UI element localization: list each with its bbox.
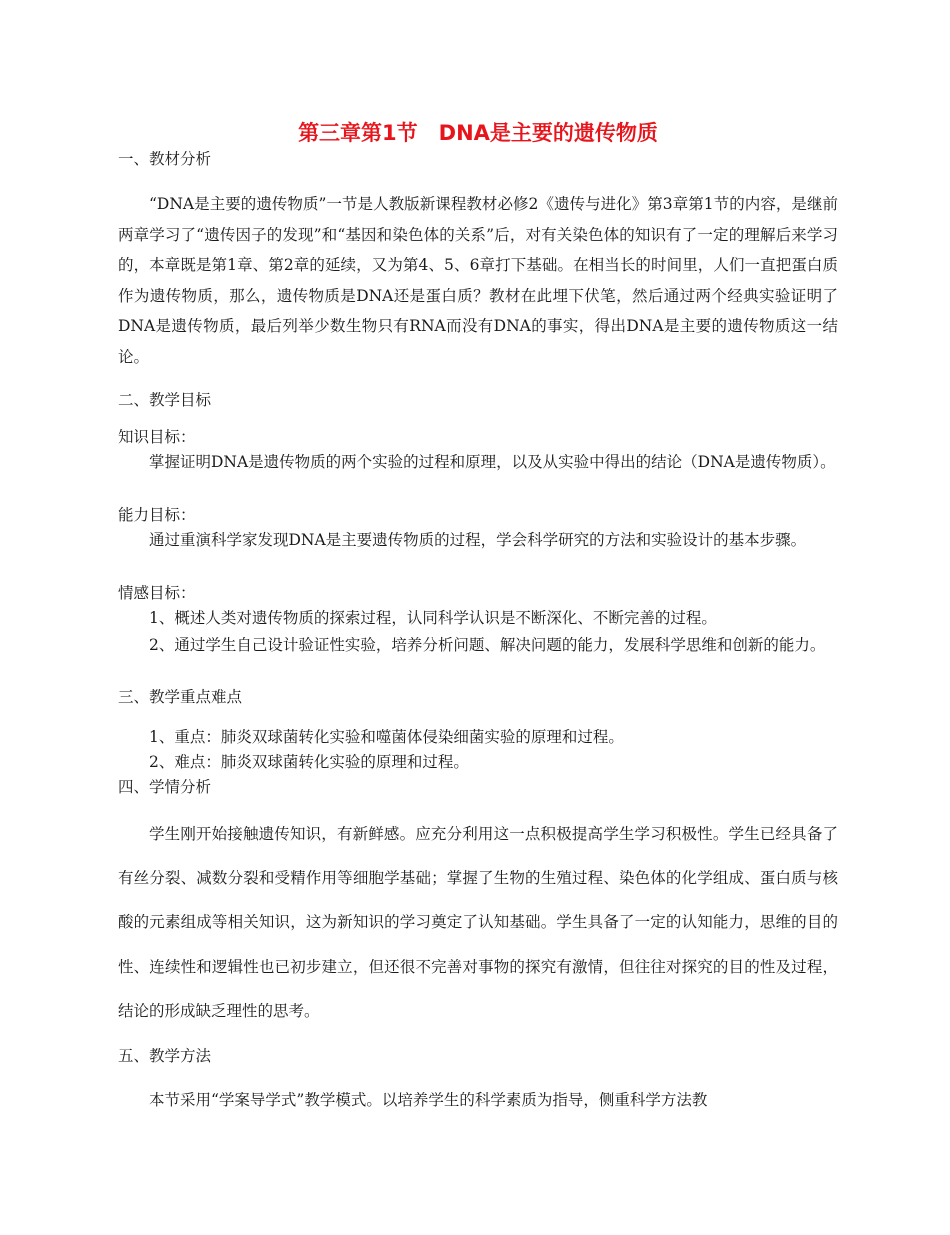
section-heading-teaching-method: 五、教学方法 [118,1047,212,1065]
difficult-point-item: 2、难点：肺炎双球菌转化实验的原理和过程。 [149,753,469,771]
section-heading-teaching-goals: 二、教学目标 [118,391,212,409]
emotion-goal-item-1: 1、概述人类对遗传物质的探索过程，认同科学认识是不断深化、不断完善的过程。 [149,609,717,627]
section-heading-student-analysis: 四、学情分析 [118,778,212,796]
knowledge-goal-label: 知识目标： [118,428,196,446]
teaching-method-paragraph: 本节采用“学案导学式”教学模式。以培养学生的科学素质为指导，侧重科学方法教 [149,1091,708,1109]
key-point-item: 1、重点：肺炎双球菌转化实验和噬菌体侵染细菌实验的原理和过程。 [149,728,624,746]
emotion-goal-label: 情感目标： [118,584,196,602]
emotion-goal-item-2: 2、通过学生自己设计验证性实验，培养分析问题、解决问题的能力，发展科学思维和创新的能力。 [149,636,826,654]
document-title: 第三章第1节 DNA是主要的遗传物质 [298,121,658,145]
student-analysis-paragraph: 学生刚开始接触遗传知识，有新鲜感。应充分利用这一点积极提高学生学习积极性。学生已经具备了有丝分裂、减数分裂和受精作用等细胞学基础；掌握了生物的生殖过程、染色体的化学组成、蛋白质与核酸的元素组成等相关知识，这为新知识的学习奠定了认知基础。学生具备了一定的认知能力，思维的目的性、连续性和逻辑性也已初步建立，但还很不完善对事物的探究有激情，但往往对探究的目的性及过程，结论的形成缺乏理性的思考。 [118,825,838,1020]
section-heading-textbook-analysis: 一、教材分析 [118,150,212,168]
section-heading-key-points: 三、教学重点难点 [118,688,243,706]
knowledge-goal-text: 掌握证明DNA是遗传物质的两个实验的过程和原理，以及从实验中得出的结论（DNA是遗传物质）。 [149,453,836,471]
textbook-analysis-paragraph: “DNA是主要的遗传物质”一节是人教版新课程教材必修2《遗传与进化》第3章第1节的内容，是继前两章学习了“遗传因子的发现”和“基因和染色体的关系”后，对有关染色体的知识有了一定的理解后来学习的，本章既是第1章、第2章的延续，又为第4、5、6章打下基础。在相当长的时间里，人们一直把蛋白质作为遗传物质，那么，遗传物质是DNA还是蛋白质？教材在此埋下伏笔，然后通过两个经典实验证明了DNA是遗传物质，最后列举少数生物只有RNA而没有DNA的事实，得出DNA是主要的遗传物质这一结论。 [118,195,838,366]
ability-goal-text: 通过重演科学家发现DNA是主要遗传物质的过程，学会科学研究的方法和实验设计的基本步骤。 [149,531,807,549]
ability-goal-label: 能力目标： [118,506,196,524]
